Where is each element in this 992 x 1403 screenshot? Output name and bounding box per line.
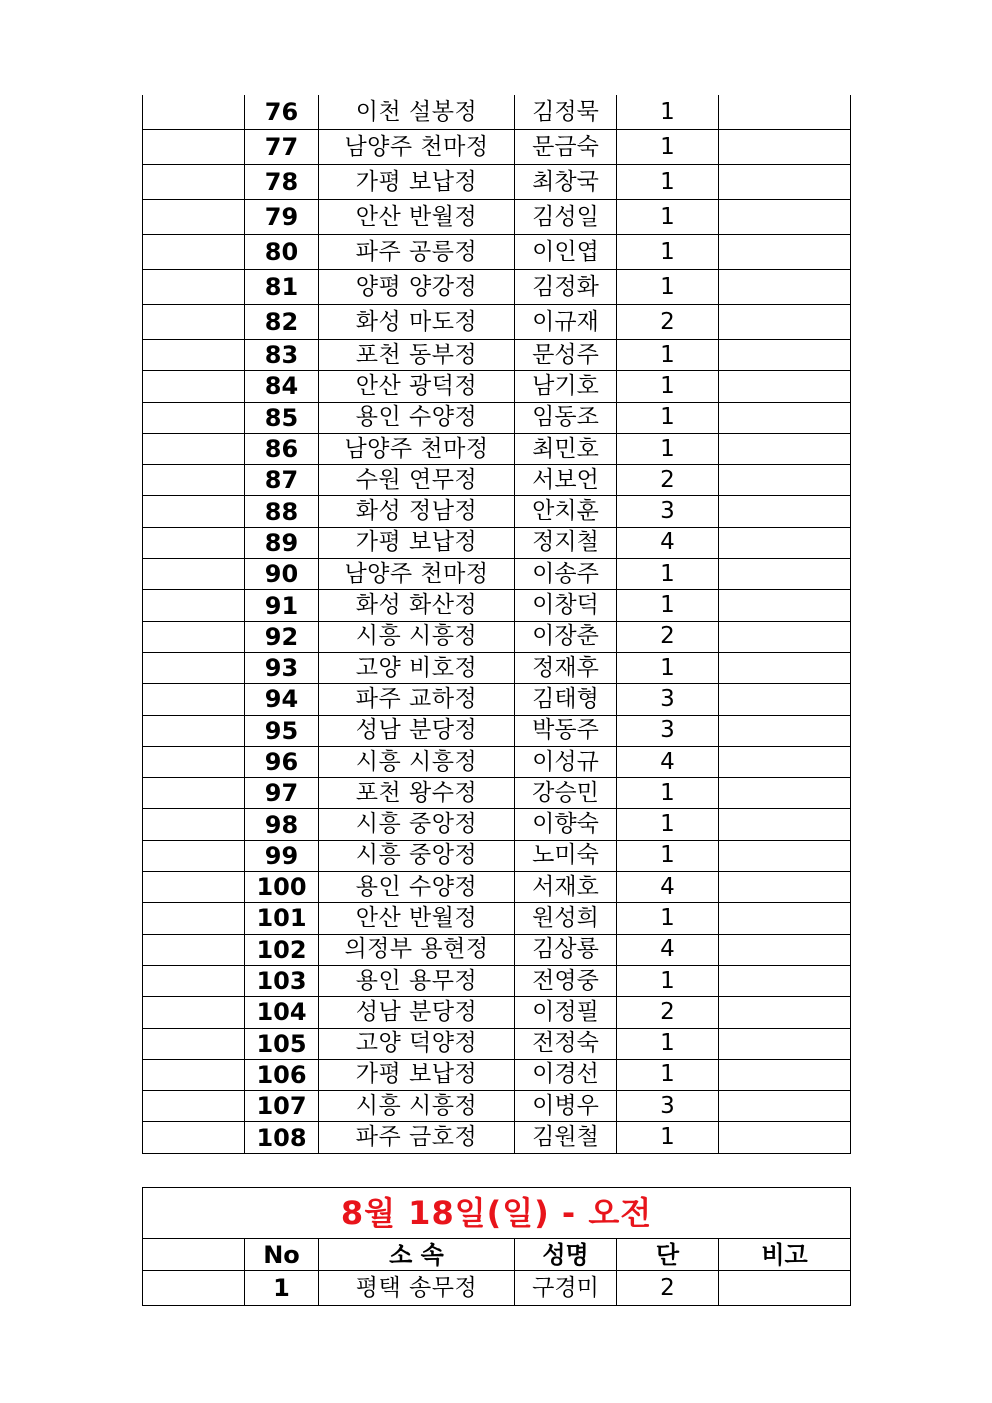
cell-blank bbox=[143, 235, 245, 270]
table-row bbox=[143, 903, 851, 934]
cell-affiliation: 고양 비호정 bbox=[319, 652, 515, 683]
table-row bbox=[143, 95, 851, 130]
cell-affiliation: 안산 반월정 bbox=[319, 903, 515, 934]
table-row bbox=[143, 465, 851, 496]
cell-dan: 4 bbox=[617, 746, 719, 777]
cell-name: 이병우 bbox=[515, 1091, 617, 1122]
cell-no: 92 bbox=[245, 621, 319, 652]
cell-no: 88 bbox=[245, 496, 319, 527]
table-row bbox=[143, 1028, 851, 1059]
cell-note bbox=[719, 965, 851, 996]
table-row bbox=[143, 652, 851, 683]
cell-blank bbox=[143, 746, 245, 777]
cell-note bbox=[719, 402, 851, 433]
table-row bbox=[143, 270, 851, 305]
header-name: 성명 bbox=[515, 1239, 617, 1271]
cell-note bbox=[719, 130, 851, 165]
table-row bbox=[143, 778, 851, 809]
cell-affiliation: 시흥 시흥정 bbox=[319, 746, 515, 777]
cell-note bbox=[719, 809, 851, 840]
cell-blank bbox=[143, 809, 245, 840]
cell-affiliation: 시흥 중앙정 bbox=[319, 809, 515, 840]
cell-no: 89 bbox=[245, 527, 319, 558]
cell-name: 이정필 bbox=[515, 997, 617, 1028]
table-row bbox=[143, 1059, 851, 1090]
cell-name: 원성희 bbox=[515, 903, 617, 934]
cell-no: 82 bbox=[245, 305, 319, 340]
cell-no: 86 bbox=[245, 433, 319, 464]
cell-note bbox=[719, 621, 851, 652]
cell-blank bbox=[143, 778, 245, 809]
cell-blank bbox=[143, 496, 245, 527]
cell-no: 90 bbox=[245, 559, 319, 590]
cell-note bbox=[719, 934, 851, 965]
cell-blank bbox=[143, 997, 245, 1028]
cell-affiliation: 평택 송무정 bbox=[319, 1271, 515, 1306]
cell-name: 전정숙 bbox=[515, 1028, 617, 1059]
cell-note bbox=[719, 1059, 851, 1090]
cell-name: 서재호 bbox=[515, 872, 617, 903]
cell-name: 박동주 bbox=[515, 715, 617, 746]
cell-blank bbox=[143, 1059, 245, 1090]
cell-blank bbox=[143, 965, 245, 996]
header-note: 비고 bbox=[719, 1239, 851, 1271]
cell-blank bbox=[143, 1271, 245, 1306]
cell-name: 이장춘 bbox=[515, 621, 617, 652]
cell-dan: 3 bbox=[617, 715, 719, 746]
cell-affiliation: 안산 광덕정 bbox=[319, 371, 515, 402]
cell-note bbox=[719, 997, 851, 1028]
cell-name: 이인엽 bbox=[515, 235, 617, 270]
cell-no: 103 bbox=[245, 965, 319, 996]
cell-blank bbox=[143, 340, 245, 371]
header-row bbox=[143, 1239, 851, 1271]
results-table bbox=[142, 95, 851, 1154]
cell-dan: 1 bbox=[617, 965, 719, 996]
cell-no: 85 bbox=[245, 402, 319, 433]
cell-name: 정재후 bbox=[515, 652, 617, 683]
cell-dan: 4 bbox=[617, 527, 719, 558]
cell-affiliation: 파주 공릉정 bbox=[319, 235, 515, 270]
cell-name: 김성일 bbox=[515, 200, 617, 235]
table-row bbox=[143, 130, 851, 165]
cell-no: 105 bbox=[245, 1028, 319, 1059]
cell-note bbox=[719, 1091, 851, 1122]
cell-blank bbox=[143, 684, 245, 715]
cell-no: 95 bbox=[245, 715, 319, 746]
cell-blank bbox=[143, 872, 245, 903]
table-row bbox=[143, 621, 851, 652]
cell-blank bbox=[143, 200, 245, 235]
cell-note bbox=[719, 715, 851, 746]
cell-affiliation: 시흥 시흥정 bbox=[319, 1091, 515, 1122]
cell-note bbox=[719, 590, 851, 621]
cell-dan: 1 bbox=[617, 270, 719, 305]
cell-note bbox=[719, 340, 851, 371]
table-row bbox=[143, 371, 851, 402]
cell-affiliation: 용인 수양정 bbox=[319, 872, 515, 903]
cell-no: 80 bbox=[245, 235, 319, 270]
cell-name: 이향숙 bbox=[515, 809, 617, 840]
table-row bbox=[143, 840, 851, 871]
cell-dan: 1 bbox=[617, 165, 719, 200]
cell-dan: 1 bbox=[617, 371, 719, 402]
cell-name: 강승민 bbox=[515, 778, 617, 809]
table-row bbox=[143, 1271, 851, 1306]
cell-name: 이송주 bbox=[515, 559, 617, 590]
table-row bbox=[143, 590, 851, 621]
cell-blank bbox=[143, 270, 245, 305]
table-row bbox=[143, 559, 851, 590]
cell-name: 문금숙 bbox=[515, 130, 617, 165]
table-row bbox=[143, 305, 851, 340]
table-row bbox=[143, 1122, 851, 1153]
cell-dan: 2 bbox=[617, 465, 719, 496]
cell-note bbox=[719, 270, 851, 305]
cell-affiliation: 이천 설봉정 bbox=[319, 95, 515, 130]
cell-blank bbox=[143, 1091, 245, 1122]
cell-no: 91 bbox=[245, 590, 319, 621]
cell-note bbox=[719, 465, 851, 496]
cell-dan: 4 bbox=[617, 872, 719, 903]
cell-blank bbox=[143, 305, 245, 340]
table-row bbox=[143, 200, 851, 235]
cell-blank bbox=[143, 95, 245, 130]
results-table-body bbox=[143, 95, 851, 1153]
table-row bbox=[143, 402, 851, 433]
cell-dan: 2 bbox=[617, 1271, 719, 1306]
session-title: 8월 18일(일) - 오전 bbox=[143, 1188, 851, 1239]
header-blank bbox=[143, 1239, 245, 1271]
cell-affiliation: 수원 연무정 bbox=[319, 465, 515, 496]
cell-no: 76 bbox=[245, 95, 319, 130]
cell-affiliation: 파주 금호정 bbox=[319, 1122, 515, 1153]
cell-dan: 1 bbox=[617, 95, 719, 130]
session-title-row bbox=[143, 1188, 851, 1239]
table-row bbox=[143, 872, 851, 903]
table-row bbox=[143, 496, 851, 527]
cell-name: 정지철 bbox=[515, 527, 617, 558]
cell-name: 전영중 bbox=[515, 965, 617, 996]
cell-name: 서보언 bbox=[515, 465, 617, 496]
cell-dan: 4 bbox=[617, 934, 719, 965]
cell-no: 79 bbox=[245, 200, 319, 235]
cell-blank bbox=[143, 559, 245, 590]
cell-name: 이성규 bbox=[515, 746, 617, 777]
cell-note bbox=[719, 496, 851, 527]
cell-note bbox=[719, 746, 851, 777]
table-row bbox=[143, 235, 851, 270]
cell-note bbox=[719, 903, 851, 934]
cell-affiliation: 남양주 천마정 bbox=[319, 130, 515, 165]
cell-no: 107 bbox=[245, 1091, 319, 1122]
cell-name: 안치훈 bbox=[515, 496, 617, 527]
cell-affiliation: 용인 수양정 bbox=[319, 402, 515, 433]
cell-affiliation: 용인 용무정 bbox=[319, 965, 515, 996]
table-row bbox=[143, 809, 851, 840]
cell-dan: 1 bbox=[617, 809, 719, 840]
cell-name: 김원철 bbox=[515, 1122, 617, 1153]
table-row bbox=[143, 340, 851, 371]
cell-no: 97 bbox=[245, 778, 319, 809]
cell-note bbox=[719, 95, 851, 130]
cell-blank bbox=[143, 715, 245, 746]
cell-dan: 3 bbox=[617, 684, 719, 715]
cell-no: 98 bbox=[245, 809, 319, 840]
table-row bbox=[143, 165, 851, 200]
cell-dan: 2 bbox=[617, 621, 719, 652]
cell-blank bbox=[143, 165, 245, 200]
cell-no: 81 bbox=[245, 270, 319, 305]
cell-dan: 1 bbox=[617, 559, 719, 590]
cell-dan: 3 bbox=[617, 1091, 719, 1122]
cell-name: 김태형 bbox=[515, 684, 617, 715]
cell-note bbox=[719, 200, 851, 235]
cell-blank bbox=[143, 402, 245, 433]
cell-name: 김정묵 bbox=[515, 95, 617, 130]
header-affiliation: 소 속 bbox=[319, 1239, 515, 1271]
cell-blank bbox=[143, 621, 245, 652]
cell-name: 문성주 bbox=[515, 340, 617, 371]
cell-name: 이규재 bbox=[515, 305, 617, 340]
cell-name: 임동조 bbox=[515, 402, 617, 433]
cell-affiliation: 성남 분당정 bbox=[319, 997, 515, 1028]
table-row bbox=[143, 965, 851, 996]
cell-no: 87 bbox=[245, 465, 319, 496]
session-table bbox=[142, 1187, 851, 1306]
cell-dan: 1 bbox=[617, 402, 719, 433]
cell-affiliation: 파주 교하정 bbox=[319, 684, 515, 715]
table-row bbox=[143, 433, 851, 464]
cell-blank bbox=[143, 1028, 245, 1059]
cell-note bbox=[719, 235, 851, 270]
cell-dan: 1 bbox=[617, 200, 719, 235]
cell-dan: 2 bbox=[617, 997, 719, 1028]
cell-dan: 3 bbox=[617, 496, 719, 527]
cell-note bbox=[719, 652, 851, 683]
cell-no: 78 bbox=[245, 165, 319, 200]
table-row bbox=[143, 997, 851, 1028]
cell-affiliation: 시흥 시흥정 bbox=[319, 621, 515, 652]
header-dan: 단 bbox=[617, 1239, 719, 1271]
cell-note bbox=[719, 1271, 851, 1306]
table-row bbox=[143, 684, 851, 715]
cell-dan: 1 bbox=[617, 778, 719, 809]
cell-blank bbox=[143, 433, 245, 464]
cell-dan: 1 bbox=[617, 433, 719, 464]
cell-dan: 1 bbox=[617, 1059, 719, 1090]
cell-no: 100 bbox=[245, 872, 319, 903]
cell-note bbox=[719, 1122, 851, 1153]
cell-dan: 1 bbox=[617, 903, 719, 934]
cell-blank bbox=[143, 652, 245, 683]
cell-name: 노미숙 bbox=[515, 840, 617, 871]
cell-dan: 1 bbox=[617, 130, 719, 165]
cell-affiliation: 화성 마도정 bbox=[319, 305, 515, 340]
cell-no: 102 bbox=[245, 934, 319, 965]
cell-affiliation: 양평 양강정 bbox=[319, 270, 515, 305]
table-row bbox=[143, 715, 851, 746]
cell-no: 1 bbox=[245, 1271, 319, 1306]
cell-dan: 1 bbox=[617, 1028, 719, 1059]
cell-affiliation: 가평 보납정 bbox=[319, 165, 515, 200]
cell-note bbox=[719, 165, 851, 200]
cell-no: 101 bbox=[245, 903, 319, 934]
cell-blank bbox=[143, 840, 245, 871]
cell-name: 최창국 bbox=[515, 165, 617, 200]
table-row bbox=[143, 1091, 851, 1122]
cell-note bbox=[719, 433, 851, 464]
cell-no: 104 bbox=[245, 997, 319, 1028]
cell-blank bbox=[143, 903, 245, 934]
cell-affiliation: 안산 반월정 bbox=[319, 200, 515, 235]
cell-affiliation: 포천 동부정 bbox=[319, 340, 515, 371]
cell-name: 이창덕 bbox=[515, 590, 617, 621]
cell-blank bbox=[143, 590, 245, 621]
cell-note bbox=[719, 1028, 851, 1059]
table-row bbox=[143, 934, 851, 965]
cell-name: 남기호 bbox=[515, 371, 617, 402]
cell-no: 108 bbox=[245, 1122, 319, 1153]
cell-dan: 1 bbox=[617, 590, 719, 621]
cell-note bbox=[719, 559, 851, 590]
cell-dan: 1 bbox=[617, 235, 719, 270]
cell-affiliation: 의정부 용현정 bbox=[319, 934, 515, 965]
cell-name: 이경선 bbox=[515, 1059, 617, 1090]
cell-affiliation: 시흥 중앙정 bbox=[319, 840, 515, 871]
cell-no: 77 bbox=[245, 130, 319, 165]
cell-affiliation: 고양 덕양정 bbox=[319, 1028, 515, 1059]
header-no: No bbox=[245, 1239, 319, 1271]
cell-affiliation: 가평 보납정 bbox=[319, 1059, 515, 1090]
cell-no: 84 bbox=[245, 371, 319, 402]
cell-note bbox=[719, 527, 851, 558]
cell-dan: 1 bbox=[617, 1122, 719, 1153]
cell-note bbox=[719, 872, 851, 903]
cell-no: 96 bbox=[245, 746, 319, 777]
cell-note bbox=[719, 371, 851, 402]
cell-blank bbox=[143, 1122, 245, 1153]
cell-dan: 1 bbox=[617, 840, 719, 871]
cell-name: 김상룡 bbox=[515, 934, 617, 965]
cell-no: 106 bbox=[245, 1059, 319, 1090]
cell-note bbox=[719, 778, 851, 809]
cell-note bbox=[719, 305, 851, 340]
cell-blank bbox=[143, 465, 245, 496]
cell-no: 94 bbox=[245, 684, 319, 715]
cell-name: 최민호 bbox=[515, 433, 617, 464]
cell-affiliation: 남양주 천마정 bbox=[319, 559, 515, 590]
cell-dan: 2 bbox=[617, 305, 719, 340]
table-row bbox=[143, 746, 851, 777]
cell-no: 99 bbox=[245, 840, 319, 871]
cell-no: 93 bbox=[245, 652, 319, 683]
cell-name: 김정화 bbox=[515, 270, 617, 305]
cell-note bbox=[719, 840, 851, 871]
cell-affiliation: 남양주 천마정 bbox=[319, 433, 515, 464]
table-row bbox=[143, 527, 851, 558]
cell-blank bbox=[143, 934, 245, 965]
cell-no: 83 bbox=[245, 340, 319, 371]
cell-blank bbox=[143, 371, 245, 402]
cell-name: 구경미 bbox=[515, 1271, 617, 1306]
cell-blank bbox=[143, 130, 245, 165]
cell-blank bbox=[143, 527, 245, 558]
cell-dan: 1 bbox=[617, 652, 719, 683]
cell-affiliation: 포천 왕수정 bbox=[319, 778, 515, 809]
cell-affiliation: 성남 분당정 bbox=[319, 715, 515, 746]
cell-affiliation: 화성 정남정 bbox=[319, 496, 515, 527]
cell-affiliation: 가평 보납정 bbox=[319, 527, 515, 558]
cell-affiliation: 화성 화산정 bbox=[319, 590, 515, 621]
cell-note bbox=[719, 684, 851, 715]
cell-dan: 1 bbox=[617, 340, 719, 371]
